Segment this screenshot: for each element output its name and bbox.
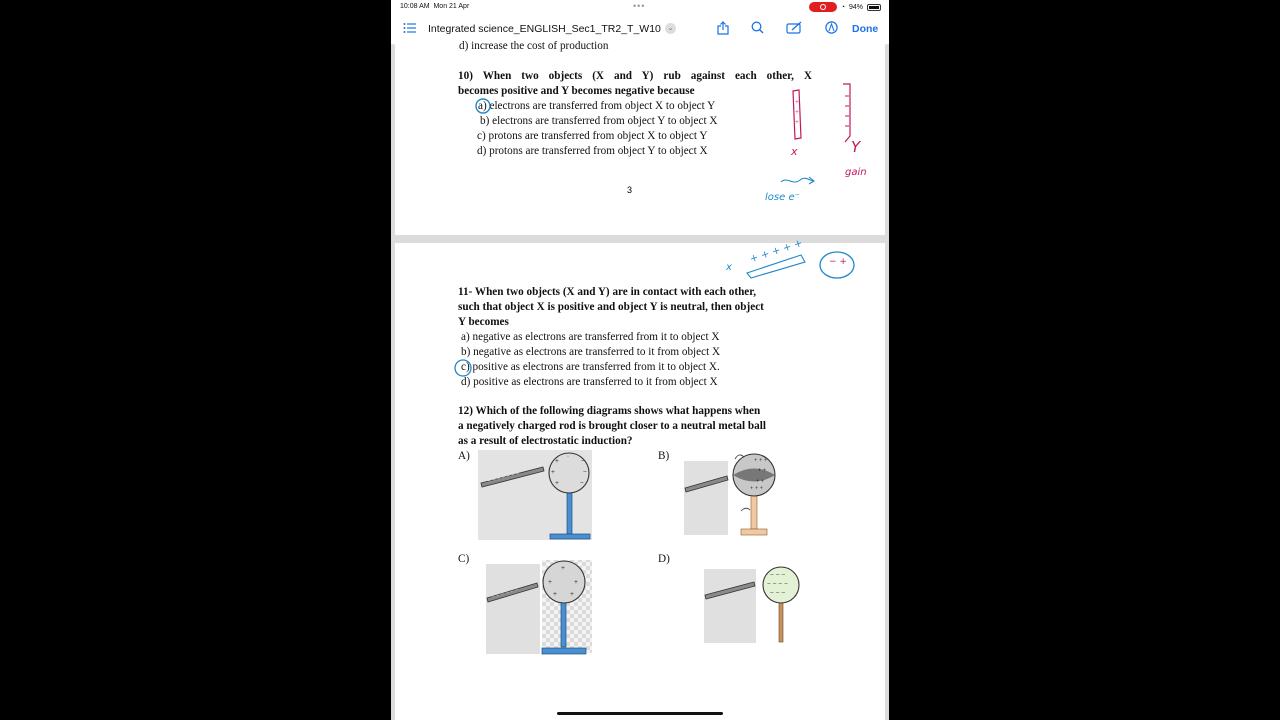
markup-icon[interactable]	[786, 21, 803, 37]
question-11-option-b[interactable]: b) negative as electrons are transferred to it from object X	[461, 346, 721, 358]
svg-text:+: +	[795, 98, 799, 106]
svg-text:+: +	[795, 108, 799, 116]
question-11-line-2: such that object X is positive and object Y is neutral, then object	[458, 301, 764, 313]
annotation-x-label-2: x	[726, 262, 732, 273]
question-11-line-3: Y becomes	[458, 316, 509, 328]
status-date: Mon 21 Apr	[433, 3, 470, 10]
pdf-page-4	[395, 237, 885, 720]
question-10-line-1: 10) When two objects (X and Y) rub against each other, X	[458, 70, 812, 82]
question-11-line-1: 11- When two objects (X and Y) are in contact with each other,	[458, 286, 757, 298]
svg-text:+ + +: + + +	[754, 458, 768, 464]
question-10-option-a[interactable]: a) electrons are transferred from object X to object Y	[478, 100, 716, 112]
svg-text:+ + +: + + +	[750, 486, 764, 492]
question-11-option-a[interactable]: a) negative as electrons are transferred from it to object X	[461, 331, 720, 343]
svg-text:− − −: − − −	[770, 571, 786, 579]
svg-text:+: +	[548, 578, 552, 586]
search-icon[interactable]	[751, 21, 764, 37]
annotation-y-label: Y	[851, 138, 861, 156]
question-11-option-d[interactable]: d) positive as electrons are transferred to it from object X	[461, 376, 718, 388]
chevron-down-icon[interactable]: ⌄	[665, 23, 676, 34]
svg-text:+: +	[553, 590, 557, 598]
list-icon[interactable]	[403, 21, 417, 37]
diagram-label-b: B)	[658, 450, 670, 462]
battery-icon	[867, 4, 881, 11]
diagram-d[interactable]	[704, 567, 804, 645]
answer-circle-a	[395, 44, 885, 235]
pdf-page-3	[395, 40, 885, 235]
diagram-a[interactable]	[478, 450, 593, 542]
annotation-gain: gain	[845, 167, 867, 178]
annotation-ball-charges: − +	[829, 257, 847, 267]
diagram-b[interactable]	[684, 448, 779, 540]
svg-text:− − − − − − −: − − − − − − −	[487, 471, 521, 485]
svg-text:+: +	[574, 578, 578, 586]
svg-text:− − − − − −: − − − − − −	[490, 587, 520, 601]
pen-circle-icon[interactable]	[825, 21, 838, 37]
question-12-line-1: 12) Which of the following diagrams shows what happens when	[458, 405, 761, 417]
diagram-c[interactable]	[486, 554, 594, 658]
svg-text:+: +	[795, 118, 799, 126]
home-indicator[interactable]	[557, 712, 723, 715]
svg-text:− − −: − − −	[770, 589, 786, 597]
diagram-label-a: A)	[458, 450, 470, 462]
done-button[interactable]: Done	[852, 23, 879, 35]
question-10-option-b[interactable]: b) electrons are transferred from object Y to object X	[480, 115, 718, 127]
question-12-line-2: a negatively charged rod is brought closer to a neutral metal ball	[458, 420, 766, 432]
svg-text:−: −	[581, 457, 585, 465]
diagram-label-d: D)	[658, 553, 670, 565]
question-10-option-c[interactable]: c) protons are transferred from object X to object Y	[477, 130, 708, 142]
svg-text:+: +	[555, 457, 559, 465]
share-icon[interactable]	[717, 21, 729, 38]
ipad-screen	[391, 0, 889, 720]
question-10-line-2: becomes positive and Y becomes negative because	[458, 85, 695, 97]
previous-option-d: d) increase the cost of production	[459, 40, 609, 52]
status-time: 10:08 AM	[400, 3, 430, 10]
answer-circle-c	[395, 243, 475, 383]
status-bar	[391, 0, 889, 14]
annotation-lose-electrons: lose e⁻	[765, 192, 800, 203]
wifi-icon: ◔	[840, 3, 845, 11]
svg-text:−: −	[580, 479, 584, 487]
svg-text:− − − −: − − − −	[767, 580, 789, 588]
annotation-x-label: x	[791, 145, 798, 158]
multitasking-dots-icon[interactable]: •••	[633, 1, 646, 11]
svg-text:+ +: + +	[758, 468, 767, 474]
screen-recording-icon[interactable]	[809, 2, 837, 12]
svg-text:·: ·	[567, 454, 569, 460]
annotation-rod-charges: + + + + +	[748, 237, 804, 266]
document-title[interactable]: Integrated science_ENGLISH_Sec1_TR2_T_W10	[428, 23, 661, 35]
svg-text:+: +	[570, 590, 574, 598]
question-12-line-3: as a result of electrostatic induction?	[458, 435, 633, 447]
question-11-option-c[interactable]: c) positive as electrons are transferred from it to object X.	[461, 361, 720, 373]
diagram-label-c: C)	[458, 553, 470, 565]
question-10-option-d[interactable]: d) protons are transferred from object Y to object X	[477, 145, 708, 157]
svg-text:+: +	[551, 468, 555, 476]
page-number: 3	[627, 185, 633, 195]
svg-text:+ +: + +	[756, 479, 765, 485]
svg-text:+: +	[561, 564, 565, 572]
svg-text:+: +	[555, 479, 559, 487]
svg-text:−: −	[583, 468, 587, 476]
battery-percent: 94%	[848, 3, 863, 11]
